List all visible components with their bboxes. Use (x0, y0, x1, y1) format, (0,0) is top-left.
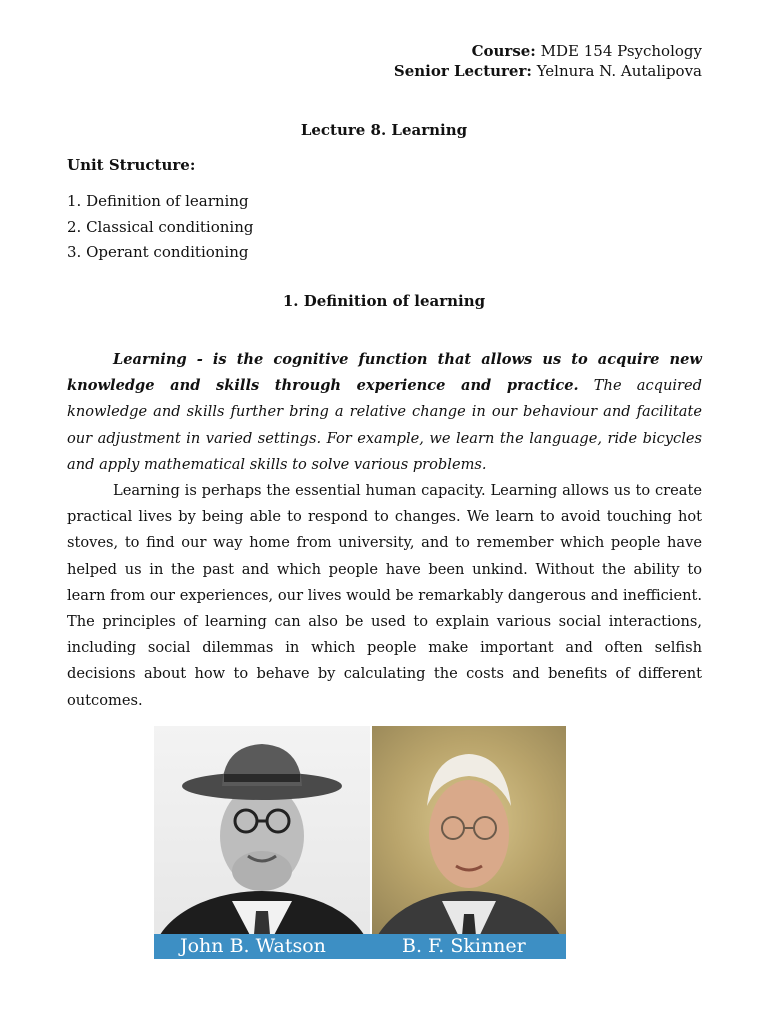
section-body (67, 347, 702, 714)
course-line (394, 41, 702, 61)
lecturer-line (394, 61, 702, 81)
unit-item: 3. Operant conditioning (67, 243, 249, 261)
skinner-portrait-illustration (372, 726, 566, 959)
caption-skinner: B. F. Skinner (402, 935, 526, 957)
caption-watson: John B. Watson (180, 935, 326, 957)
lecture-title: Lecture 8. Learning (300, 121, 468, 139)
unit-item: 2. Classical conditioning (67, 217, 254, 236)
definition-bold: Learning - is the cognitive function that allows us to acquire new knowledge and skills through experience and practice. (67, 351, 702, 395)
lecturer-label: Senior Lecturer: (393, 62, 532, 80)
section-title: 1. Definition of learning (282, 292, 486, 310)
lecturer-value: Yelnura N. Autalipova (536, 62, 702, 80)
course-value: MDE 154 Psychology (540, 42, 702, 60)
body-paragraph: Learning is perhaps the essential human capacity. Learning allows us to create practical lives by being able to respond to changes. We learn to avoid touching hot stoves, to find our way home from university, and to remember which people have helped us in the past and which people have been unkind. Without the ability to learn from our experiences, our lives would be remarkably dangerous and inefficient. The principles of learning can also be used to explain various social interactions, including social dilemmas in which people make important and often selfish decisions about how to behave by calculating the costs and benefits of different outcomes. (67, 482, 702, 709)
unit-structure-list (67, 189, 253, 266)
course-info (394, 41, 702, 81)
definition-paragraph (67, 347, 702, 478)
skinner-portrait (372, 726, 566, 959)
definition-rest: The acquired knowledge and skills further bring a relative change in our behaviour and facilitate our adjustment in varied settings. For example, we learn the language, ride bicycles and apply mathematical skills to solve various problems. (67, 377, 702, 473)
watson-portrait-illustration (154, 726, 370, 959)
unit-structure-heading: Unit Structure: (67, 156, 196, 174)
portraits-figure (154, 726, 566, 959)
course-label: Course: (471, 42, 536, 60)
watson-portrait (154, 726, 370, 959)
unit-item: 1. Definition of learning (67, 192, 249, 210)
